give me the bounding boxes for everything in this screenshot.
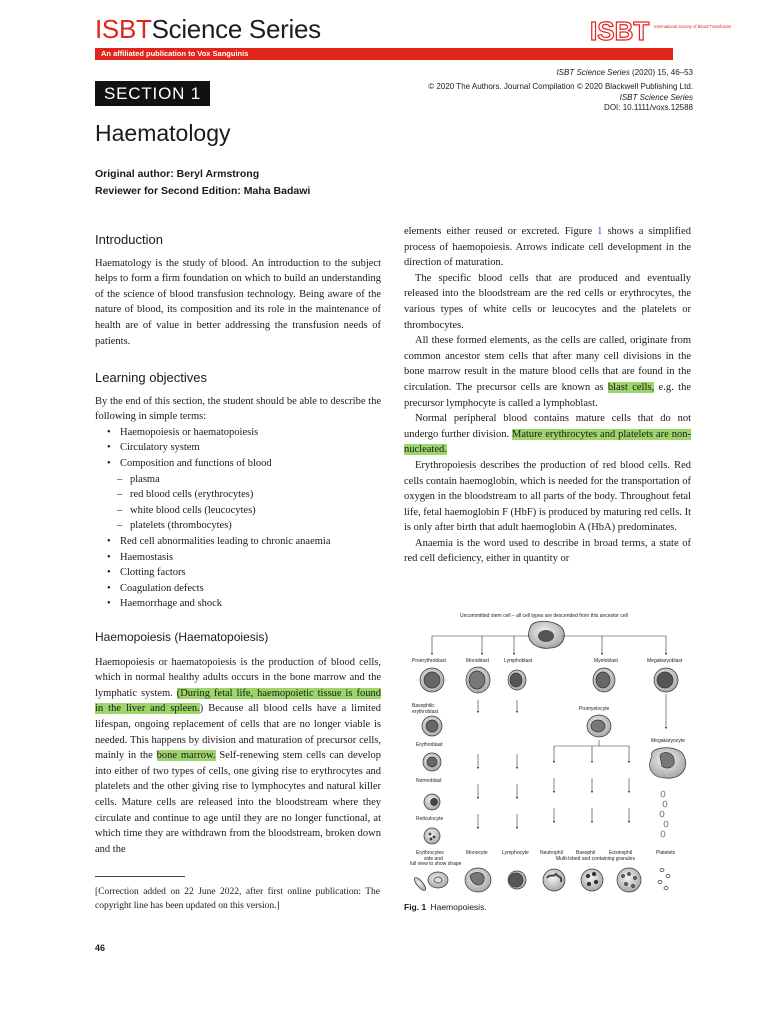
- authors: [95, 166, 310, 200]
- citation-volume: (2020) 15, 46–53: [629, 68, 693, 77]
- haemopoiesis-figure: [404, 608, 692, 898]
- stem-cell-label: Uncommitted stem cell – all cell types are descended from this ancestor cell: [460, 613, 628, 619]
- brand-isbt: ISBT: [95, 14, 152, 44]
- intro-section: [95, 232, 381, 349]
- journal-brand: [95, 14, 321, 45]
- paragraph: [404, 333, 691, 411]
- list-item: • Coagulation defects: [95, 581, 381, 597]
- label-monocyte: Monocyte: [466, 850, 488, 856]
- footnote-rule: [95, 876, 185, 877]
- figure-caption: [404, 902, 487, 912]
- paragraph: Anaemia is the word used to describe in broad terms, a state of red cell deficiency, either in quantity or: [404, 537, 691, 565]
- lo-heading: Learning objectives: [95, 370, 208, 385]
- label-basophilic: Basophilic: [412, 703, 435, 709]
- label-myeloblast: Myeloblast: [594, 658, 618, 664]
- label-platelets: Platelets: [656, 850, 676, 856]
- copyright-journal: ISBT Science Series: [619, 92, 693, 102]
- list-subitem: – white blood cells (leucocytes): [95, 503, 381, 519]
- highlighted-text: (During fetal life, haemopoietic tissue is found in the liver and spleen.: [95, 687, 381, 715]
- label-neutrophil: Neutrophil: [540, 850, 563, 856]
- text-run: Haemopoiesis or haematopoiesis is the production of blood cells, which in normal healthy adults occurs in the bone marrow and the lymphatic system.: [95, 656, 381, 699]
- paragraph: Erythropoiesis describes the production of red blood cells. Red cells contain haemoglobin, which is needed for the transportation of oxygen in the bloodstream to all parts of the body. Throughout fetal life, fetal haemoglobin F (HbF) is produced by maturing red cells. It is only after birth that adult haemoglobin A (HbA) predominates.: [404, 459, 691, 534]
- label-multilobed: Multi-lobed and containing granules: [556, 856, 635, 862]
- text-run: ) Because all blood cells have a limited lifespan, ongoing replacement of cells that are no longer viable is needed. This happens by division and maturation of precursor cells, mainly in the: [95, 703, 382, 762]
- original-author: Original author: Beryl Armstrong: [95, 168, 260, 180]
- intro-heading: Introduction: [95, 232, 163, 247]
- isbt-logo: [588, 16, 732, 46]
- logo-subtext: International Society of Blood Transfusion: [654, 24, 732, 29]
- paragraph: [404, 224, 691, 271]
- copyright-block: [393, 82, 693, 114]
- page-title: Haematology: [95, 120, 231, 146]
- correction-note: [Correction added on 22 June 2022, after first online publication: The copyright line has been updated on this version.]: [95, 887, 380, 911]
- copyright-line: © 2020 The Authors. Journal Compilation © 2020 Blackwell Publishing Ltd.: [428, 82, 693, 91]
- label-megakaryocyte: Megakaryocyte: [651, 738, 685, 744]
- highlighted-text: bone marrow.: [156, 750, 216, 762]
- label-erythroblast: Erythroblast: [416, 742, 443, 748]
- label-proerythroblast: Proerythroblast: [412, 658, 446, 664]
- list-item: • Composition and functions of blood: [95, 456, 381, 472]
- text-run: e.g. the precursor lymphocyte is called a lymphoblast.: [404, 381, 692, 409]
- list-item: • Red cell abnormalities leading to chronic anaemia: [95, 534, 381, 550]
- lo-lead: By the end of this section, the student should be able to describe the following in simple terms:: [95, 395, 381, 423]
- figure-link[interactable]: 1: [597, 226, 603, 237]
- brand-science-series: Science Series: [151, 14, 321, 44]
- label-erythro-sub2: full view to show shape: [410, 861, 462, 867]
- haemopoiesis-section: [95, 630, 381, 857]
- list-item: • Clotting factors: [95, 565, 381, 581]
- citation-journal: ISBT Science Series: [556, 68, 630, 77]
- label-normoblast: Normoblast: [416, 778, 442, 784]
- text-run: Normal peripheral blood contains mature cells that do not undergo further division.: [404, 413, 691, 440]
- label-promyelocyte: Promyelocyte: [579, 706, 610, 712]
- logo-text: ISBT: [590, 16, 650, 46]
- figure-caption-text: Haemopoiesis.: [430, 902, 487, 912]
- list-subitem: – red blood cells (erythrocytes): [95, 487, 381, 503]
- label-lymphocyte: Lymphocyte: [502, 850, 529, 856]
- list-subitem: – plasma: [95, 472, 381, 488]
- label-monoblast: Monoblast: [466, 658, 490, 664]
- doi[interactable]: DOI: 10.1111/voxs.12588: [604, 103, 693, 112]
- haemo-heading: Haemopoiesis (Haematopoiesis): [95, 630, 269, 644]
- label-basophilic-erythroblast: erythroblast: [412, 709, 439, 715]
- list-item: • Haemostasis: [95, 550, 381, 566]
- list-item: • Circulatory system: [95, 440, 381, 456]
- list-subitem: – platelets (thrombocytes): [95, 518, 381, 534]
- paragraph: [404, 411, 691, 458]
- highlighted-text: blast cells,: [607, 381, 655, 393]
- label-erythro-sub1: side and: [424, 856, 443, 862]
- text-run: Self-renewing stem cells can develop into either of two types of cells, one giving rise to erythrocytes and platelets and the other giving rise to lymphocytes and natural killer cells. Mature cells are released into the bloodstream where they circulate and continue to age until they are no longer functional, at which time they are withdrawn from the bloodstream, broken down and the: [95, 750, 381, 855]
- lo-list: [95, 425, 381, 612]
- megakaryocyte-cell: [650, 748, 686, 778]
- label-megakaryoblast: Megakaryoblast: [647, 658, 683, 664]
- right-column: [404, 224, 691, 567]
- text-run: elements either reused or excreted. Figure: [404, 226, 598, 237]
- learning-objectives: [95, 370, 381, 612]
- citation: [556, 68, 693, 77]
- reviewer: Reviewer for Second Edition: Maha Badawi: [95, 185, 311, 197]
- page-number: 46: [95, 943, 106, 953]
- paragraph: The specific blood cells that are produced and eventually released into the bloodstream are the red cells or erythrocytes, the various types of white cells or leucocytes and the platelets or thrombocytes.: [404, 272, 691, 331]
- figure-caption-label: Fig. 1: [404, 902, 427, 912]
- highlighted-text: Mature erythrocytes and platelets are non-nucleated.: [404, 428, 691, 456]
- intro-paragraph: Haematology is the study of blood. An introduction to the subject helps to form a firm foundation on which to build an understanding of the science of blood transfusion technology. Being aware of the nature of blood, its composition and its role in the maintenance of health are of value in better addressing the transfusion needs of patients.: [95, 257, 381, 347]
- label-lymphoblast: Lymphoblast: [504, 658, 533, 664]
- label-basophil: Basophil: [576, 850, 596, 856]
- stem-cell: [529, 621, 565, 648]
- label-erythrocytes: Erythrocytes: [416, 850, 444, 856]
- haemo-paragraph: [95, 655, 381, 858]
- list-item: • Haemopoiesis or haematopoiesis: [95, 425, 381, 441]
- list-item: • Haemorrhage and shock: [95, 596, 381, 612]
- label-reticulocyte: Reticulocyte: [416, 816, 444, 822]
- text-run: All these formed elements, as the cells are called, originate from common ancestor stem cells that after many cell divisions in the bone marrow result in the mature blood cells that are found in the circulation. The precursor cells are known as: [404, 335, 691, 393]
- section-label: SECTION 1: [95, 81, 210, 106]
- affiliation-bar: An affiliated publication to Vox Sanguinis: [95, 48, 673, 60]
- text-run: shows a simplified process of haemopoiesis. Arrows indicate cell development in the direction of maturation.: [404, 226, 691, 269]
- label-eosinophil: Eosinophil: [609, 850, 633, 856]
